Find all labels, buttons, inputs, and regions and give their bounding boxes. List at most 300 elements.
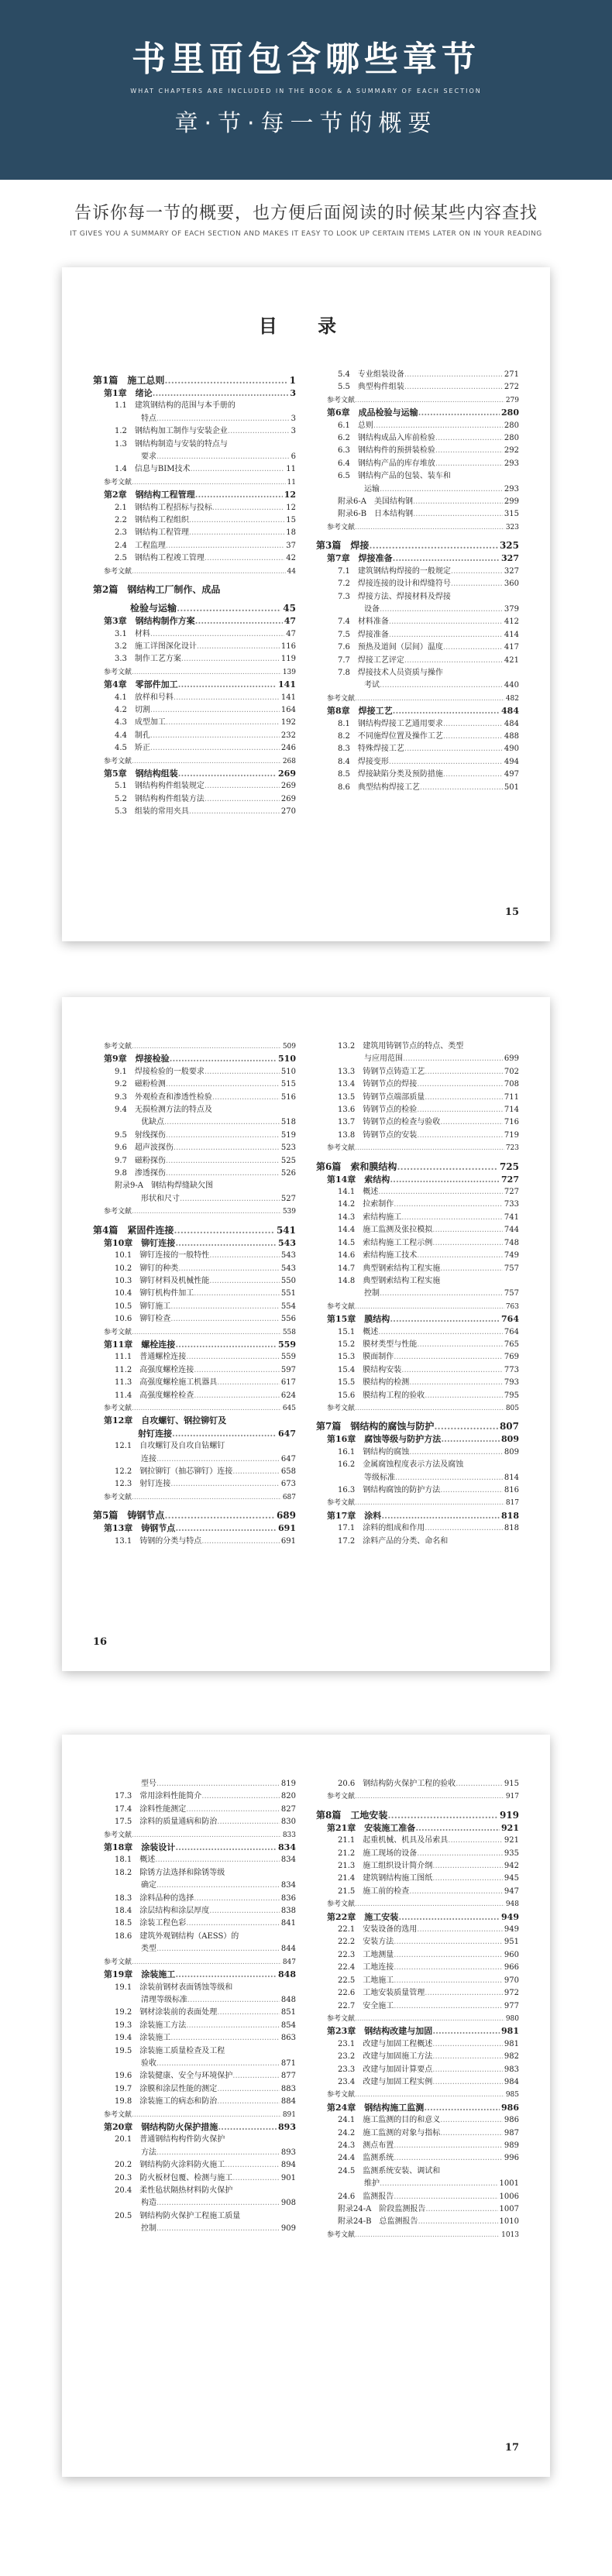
toc-leader-dots — [156, 1453, 280, 1466]
toc-entry-title: 22.3 工地测量 — [338, 1950, 394, 1959]
toc-leader-dots — [156, 413, 290, 425]
toc-entry — [93, 679, 296, 691]
toc-entry-page: 510 — [280, 1067, 296, 1076]
toc-entry — [316, 2229, 519, 2241]
toc-leader-dots — [209, 1250, 280, 1262]
toc-entry — [316, 508, 519, 521]
toc-entry-page: 516 — [280, 1092, 296, 1102]
toc-column-right — [316, 1040, 519, 1548]
toc-entry-title: 第17章 涂料 — [327, 1510, 382, 1521]
toc-entry — [316, 1949, 519, 1962]
toc-leader-dots — [418, 2216, 497, 2228]
toc-entry-page: 280 — [504, 434, 519, 443]
toc-entry-page — [517, 591, 519, 604]
toc-entry-page: 47 — [284, 616, 296, 627]
toc-leader-dots — [174, 1223, 275, 1237]
toc-column-left — [93, 369, 296, 819]
toc-entry-page — [517, 1536, 519, 1548]
toc-entry-title: 9.7 磁粉探伤 — [115, 1156, 166, 1165]
toc-entry-title: 20.1 普通钢结构构件防火保护 — [115, 2135, 225, 2144]
toc-leader-dots — [432, 1873, 503, 1885]
toc-leader-dots — [175, 1522, 277, 1535]
toc-leader-dots — [164, 1508, 275, 1522]
toc-leader-dots — [413, 496, 503, 508]
toc-entry-page: 834 — [280, 1881, 296, 1890]
toc-leader-dots — [186, 1351, 280, 1364]
toc-leader-dots — [355, 1301, 504, 1313]
toc-leader-dots — [212, 502, 284, 514]
toc-entry-title: 运输 — [364, 484, 380, 494]
toc-entry-title: 6.5 钢结构产品的包装、装车和 — [338, 472, 451, 481]
toc-entry-title: 21.2 施工现场的设备 — [338, 1849, 418, 1858]
toc-entry-page — [294, 1867, 296, 1880]
toc-entry-title: 2.3 钢结构工程管理 — [115, 528, 189, 538]
toc-leader-dots — [434, 1419, 498, 1433]
toc-entry — [316, 521, 519, 534]
banner-title-en: WHAT CHAPTERS ARE INCLUDED IN THE BOOK & A SUMMARY OF EACH SECTION — [130, 88, 482, 95]
toc-entry — [316, 2076, 519, 2089]
toc-entry — [93, 704, 296, 717]
toc-entry-page: 270 — [280, 807, 296, 817]
toc-leader-dots — [394, 1975, 503, 1987]
toc-entry-page: 854 — [280, 2021, 296, 2030]
toc-entry — [316, 2025, 519, 2038]
toc-entry-title: 第19章 涂装施工 — [104, 1969, 176, 1980]
toc-entry — [93, 1816, 296, 1828]
toc-leader-dots — [217, 1816, 280, 1828]
toc-entry-page: 417 — [504, 643, 519, 652]
toc-entry — [316, 578, 519, 590]
toc-entry-page: 44 — [287, 567, 296, 576]
toc-entry-title: 第6篇 索和膜结构 — [316, 1161, 397, 1172]
toc-entry — [316, 1390, 519, 1402]
toc-entry — [93, 527, 296, 539]
toc-entry-page: 691 — [278, 1523, 296, 1534]
toc-entry-title: 17.4 涂料性能测定 — [115, 1804, 187, 1814]
toc-entry-title: 要求 — [141, 452, 156, 462]
toc-entry-title: 19.8 涂装施工的病态和防治 — [115, 2097, 218, 2107]
toc-entry-page: 830 — [280, 1818, 296, 1827]
toc-entry-page: 757 — [504, 1264, 519, 1273]
toc-leader-dots — [232, 2185, 294, 2197]
toc-entry-page: 37 — [286, 541, 296, 550]
toc-entry-title: 参考文献 — [327, 2230, 356, 2239]
toc-leader-dots — [443, 731, 503, 743]
toc-entry-title: 8.6 典型结构焊接工艺 — [338, 782, 420, 792]
toc-entry-page: 744 — [504, 1226, 519, 1235]
toc-entry — [316, 2140, 519, 2152]
toc-entry — [316, 1822, 519, 1835]
toc-entry-page: 723 — [505, 1144, 519, 1153]
toc-entry-title: 10.1 铆钉连接的一般特性 — [115, 1251, 210, 1260]
toc-entry-page: 192 — [280, 718, 296, 727]
toc-entry-title: 考试 — [364, 681, 380, 690]
toc-entry-title: 13.5 铸钢节点端部质量 — [338, 1092, 425, 1102]
toc-entry-title: 18.3 涂料品种的选择 — [115, 1893, 194, 1903]
toc-entry-title: 13.1 铸钢的分类与特点 — [115, 1536, 202, 1546]
toc-entry-title: 7.2 焊接连接的设计和焊缝符号 — [338, 580, 451, 589]
toc-entry-title: 5.2 钢结构构件组装方法 — [115, 794, 205, 803]
toc-entry-title: 3.1 材料 — [115, 629, 150, 638]
toc-leader-dots — [217, 2096, 280, 2108]
toc-entry-page: 972 — [504, 1989, 519, 1998]
toc-entry-page: 3 — [291, 414, 296, 423]
toc-entry-page: 515 — [280, 1080, 296, 1089]
toc-leader-dots — [194, 1893, 280, 1905]
toc-entry-page: 989 — [504, 2141, 519, 2150]
toc-entry — [316, 1339, 519, 1351]
toc-entry — [316, 1116, 519, 1129]
toc-entry — [93, 1092, 296, 1104]
toc-entry-title: 20.6 钢结构防火保护工程的验收 — [338, 1780, 456, 1788]
toc-entry-title: 13.4 铸钢节点的焊接 — [338, 1080, 418, 1089]
toc-entry-page: 893 — [278, 2121, 296, 2132]
toc-entry — [93, 2159, 296, 2172]
toc-entry-page: 970 — [504, 1976, 519, 1985]
toc-entry-page — [294, 400, 296, 412]
toc-entry — [316, 1459, 519, 1471]
toc-entry-page: 773 — [504, 1365, 519, 1374]
toc-leader-dots — [195, 489, 283, 501]
toc-leader-dots — [417, 1078, 503, 1091]
toc-entry-title: 24.1 施工监测的目的和意义 — [338, 2116, 441, 2125]
toc-entry-page: 833 — [282, 1831, 296, 1839]
toc-entry — [316, 394, 519, 407]
toc-entry-title: 第11章 螺栓连接 — [104, 1339, 176, 1350]
toc-entry-title: 7.8 焊接技术人员资质与操作 — [338, 668, 443, 677]
toc-entry-page: 6 — [291, 452, 296, 462]
toc-entry — [316, 538, 519, 552]
toc-entry — [93, 1440, 296, 1453]
toc-entry — [316, 655, 519, 667]
toc-entry-page: 1 — [289, 375, 296, 386]
toc-entry-page: 883 — [280, 2084, 296, 2093]
toc-leader-dots — [432, 2051, 503, 2063]
toc-entry — [93, 768, 296, 780]
toc-entry — [93, 1790, 296, 1803]
toc-entry-page: 1013 — [501, 2230, 519, 2239]
toc-entry — [316, 2178, 519, 2190]
toc-entry — [316, 1364, 519, 1377]
toc-entry-title: 第23章 钢结构改建与加固 — [327, 2026, 433, 2037]
toc-entry-title: 第24章 钢结构施工监测 — [327, 2102, 425, 2113]
toc-entry-title: 参考文献 — [104, 1208, 132, 1216]
toc-leader-dots — [209, 1905, 280, 1917]
toc-entry-page: 863 — [280, 2034, 296, 2043]
toc-entry-title: 13.2 建筑用铸钢节点的特点、类型 — [338, 1042, 464, 1051]
toc-entry-title: 20.2 钢结构防火涂料防火施工 — [115, 2161, 225, 2170]
toc-entry-title: 控制 — [364, 1289, 380, 1298]
toc-leader-dots — [175, 1237, 277, 1250]
toc-leader-dots — [394, 1949, 503, 1962]
toc-entry-title: 18.6 建筑外观钢结构（AESS）的 — [115, 1931, 239, 1941]
toc-entry — [93, 742, 296, 755]
toc-entry — [93, 2058, 296, 2070]
toc-entry-title: 方法 — [141, 2148, 156, 2157]
toc-entry — [316, 1142, 519, 1154]
toc-entry-page: 15 — [286, 516, 296, 525]
toc-entry-title: 维护 — [364, 2179, 380, 2189]
toc-leader-dots — [201, 1536, 280, 1548]
toc-entry-page: 139 — [282, 668, 296, 676]
toc-entry — [93, 1364, 296, 1377]
toc-entry — [316, 1092, 519, 1104]
toc-leader-dots — [218, 2121, 277, 2134]
toc-entry-page: 484 — [504, 719, 519, 728]
toc-entry — [316, 1053, 519, 1065]
toc-entry — [316, 1873, 519, 1885]
toc-leader-dots — [355, 521, 504, 534]
toc-entry-title: 17.1 涂料的组成和作用 — [338, 1524, 425, 1533]
toc-entry — [93, 1130, 296, 1142]
toc-entry — [316, 407, 519, 419]
toc-entry — [93, 730, 296, 742]
toc-leader-dots — [355, 1402, 504, 1415]
toc-entry-page: 836 — [280, 1893, 296, 1903]
toc-entry-page: 795 — [504, 1391, 519, 1400]
toc-leader-dots — [190, 463, 284, 476]
toc-entry-title: 连接 — [141, 1454, 156, 1463]
toc-entry-title: 确定 — [141, 1881, 156, 1890]
toc-entry — [93, 1250, 296, 1262]
toc-leader-dots — [201, 1790, 280, 1803]
toc-entry — [316, 705, 519, 717]
toc-entry-title: 与应用范围 — [364, 1054, 403, 1064]
toc-leader-dots — [205, 780, 280, 793]
toc-entry-title: 16.2 金属腐蚀程度表示方法及腐蚀 — [338, 1460, 464, 1470]
toc-entry — [316, 1288, 519, 1300]
toc-entry-title: 14.6 索结构施工技术 — [338, 1251, 418, 1260]
toc-entry-page — [517, 2165, 519, 2178]
toc-entry-page: 617 — [280, 1378, 296, 1388]
toc-entry-page: 556 — [280, 1315, 296, 1324]
toc-entry — [93, 1390, 296, 1402]
toc-entry — [93, 463, 296, 476]
toc-leader-dots — [156, 451, 290, 463]
toc-entry-page: 819 — [280, 1780, 296, 1788]
toc-entry-title: 附录6-B 日本结构钢 — [338, 510, 414, 519]
toc-entry-page: 510 — [278, 1054, 296, 1064]
toc-entry-page: 647 — [278, 1428, 296, 1439]
toc-entry — [316, 2216, 519, 2228]
toc-entry-page: 597 — [280, 1365, 296, 1374]
toc-entry-title: 参考文献 — [327, 523, 356, 531]
toc-entry — [93, 1428, 296, 1440]
toc-entry-page: 708 — [504, 1080, 519, 1089]
toc-entry — [93, 451, 296, 463]
toc-entry — [93, 552, 296, 565]
intro-text-cn: 告诉你每一节的概要，也方便后面阅读的时候某些内容查找 — [74, 204, 538, 223]
toc-entry-page: 921 — [501, 1822, 519, 1833]
toc-entry-page: 917 — [505, 1793, 519, 1801]
toc-leader-dots — [156, 1943, 280, 1955]
toc-page-3 — [62, 1735, 550, 2477]
toc-entry — [316, 2191, 519, 2203]
toc-leader-dots — [417, 1250, 503, 1262]
toc-leader-dots — [409, 1377, 503, 1389]
toc-leader-dots — [389, 629, 503, 641]
toc-entry-title: 17.5 涂料的质量通病和防治 — [115, 1818, 218, 1827]
toc-leader-dots — [175, 1842, 277, 1854]
toc-leader-dots — [394, 2140, 503, 2152]
toc-entry-title: 1.2 钢结构加工制作与安装企业 — [115, 427, 228, 436]
toc-entry-page: 981 — [504, 2039, 519, 2048]
page-number: 16 — [93, 1636, 108, 1648]
toc-leader-dots — [132, 2109, 281, 2121]
toc-entry — [316, 1472, 519, 1484]
toc-leader-dots — [178, 679, 277, 691]
toc-entry-page: 1010 — [499, 2217, 519, 2227]
toc-entry — [93, 1053, 296, 1065]
toc-entry-page: 141 — [278, 679, 296, 690]
toc-entry — [93, 514, 296, 527]
toc-entry-title: 21.5 施工前的检查 — [338, 1886, 410, 1896]
toc-entry-title: 第5章 钢结构组装 — [104, 768, 178, 779]
toc-entry-title: 22.1 安装设备的选用 — [338, 1925, 418, 1935]
toc-entry-page: 1001 — [499, 2179, 519, 2189]
toc-leader-dots — [394, 1351, 503, 1364]
toc-entry-title: 3.2 施工详图深化设计 — [115, 641, 197, 651]
toc-entry-page: 827 — [280, 1804, 296, 1814]
toc-entry-page — [294, 1982, 296, 1994]
toc-leader-dots — [132, 1205, 281, 1218]
toc-entry-title: 等级标准 — [364, 1473, 395, 1482]
toc-leader-dots — [232, 1982, 294, 1994]
toc-entry-title: 参考文献 — [327, 1900, 356, 1909]
toc-entry-title: 第7篇 钢结构的腐蚀与防护 — [316, 1421, 435, 1432]
toc-entry-title: 13.7 铸钢节点的检查与验收 — [338, 1118, 441, 1127]
toc-entry — [93, 1263, 296, 1275]
toc-entry-page: 816 — [504, 1486, 519, 1494]
toc-entry-title: 23.3 改建与加固计算要点 — [338, 2065, 433, 2074]
toc-entry-title: 7.1 建筑钢结构焊接的一般规定 — [338, 566, 451, 576]
toc-entry-title: 参考文献 — [327, 1499, 356, 1508]
toc-leader-dots — [150, 742, 280, 755]
toc-leader-dots — [373, 420, 503, 432]
toc-entry-page: 817 — [505, 1499, 519, 1508]
toc-entry — [316, 743, 519, 755]
toc-leader-dots — [239, 1931, 294, 1943]
toc-entry-page: 271 — [504, 370, 519, 379]
toc-leader-dots — [425, 1390, 503, 1402]
toc-entry-page: 440 — [504, 681, 519, 690]
toc-leader-dots — [394, 1962, 503, 1974]
toc-entry — [93, 502, 296, 514]
toc-entry-page: 748 — [504, 1238, 519, 1247]
toc-leader-dots — [456, 1778, 503, 1790]
toc-leader-dots — [417, 1339, 503, 1351]
toc-leader-dots — [150, 628, 284, 641]
toc-entry — [316, 769, 519, 781]
toc-leader-dots — [463, 1459, 517, 1471]
toc-entry-title: 22.2 安装方法 — [338, 1938, 394, 1947]
toc-entry-page — [294, 1180, 296, 1192]
toc-entry-title: 16.3 钢结构腐蚀的防护方法 — [338, 1486, 441, 1494]
toc-leader-dots — [226, 1415, 294, 1427]
toc-entry-title: 清理等级标准 — [141, 1995, 187, 2004]
toc-entry-title: 8.1 钢结构焊接工艺通用要求 — [338, 719, 443, 728]
toc-entry-page: 891 — [282, 2110, 296, 2119]
toc-entry-title: 第22章 施工安装 — [327, 1911, 399, 1922]
toc-entry-page: 714 — [504, 1106, 519, 1115]
toc-leader-dots — [401, 1364, 503, 1377]
toc-entry-page: 279 — [505, 396, 519, 404]
toc-entry-page: 558 — [282, 1328, 296, 1336]
toc-leader-dots — [441, 1433, 500, 1446]
toc-entry — [93, 1491, 296, 1504]
toc-entry-page: 820 — [280, 1792, 296, 1801]
toc-leader-dots — [180, 1193, 280, 1205]
toc-leader-dots — [451, 566, 503, 578]
toc-entry-page: 518 — [280, 1118, 296, 1127]
toc-entry-title: 5.5 典型构件组装 — [338, 383, 404, 392]
toc-entry-page: 624 — [280, 1391, 296, 1400]
toc-entry-page: 986 — [501, 2102, 519, 2113]
toc-entry-title: 11.3 高强度螺栓施工机器具 — [115, 1378, 218, 1388]
toc-leader-dots — [132, 666, 281, 679]
toc-entry — [316, 591, 519, 604]
toc-entry — [93, 2210, 296, 2223]
toc-entry — [93, 489, 296, 501]
toc-entry-page: 851 — [280, 2008, 296, 2017]
toc-entry-title: 20.3 防火板材包覆、检测与施工 — [115, 2173, 233, 2182]
toc-leader-dots — [440, 2165, 517, 2178]
toc-entry — [93, 2223, 296, 2235]
toc-entry-page: 519 — [280, 1130, 296, 1140]
toc-entry-page: 482 — [505, 694, 519, 703]
toc-leader-dots — [424, 2102, 500, 2114]
toc-entry-title: 20.5 钢结构防火保护工程施工质量 — [115, 2211, 241, 2220]
toc-entry — [93, 1168, 296, 1180]
toc-entry-title: 7.5 焊接准备 — [338, 630, 389, 639]
toc-entry-title: 第18章 涂装设计 — [104, 1842, 176, 1853]
toc-entry-page: 949 — [504, 1925, 519, 1935]
toc-entry — [316, 496, 519, 508]
toc-entry-page: 645 — [282, 1404, 296, 1412]
toc-entry-title: 参考文献 — [104, 1958, 132, 1966]
toc-entry — [316, 369, 519, 381]
toc-entry-title: 12.1 自攻螺钉及自攻自钻螺钉 — [115, 1442, 225, 1451]
toc-entry — [316, 566, 519, 578]
toc-entry — [316, 1497, 519, 1509]
toc-page-2 — [62, 997, 550, 1671]
toc-entry — [93, 1943, 296, 1955]
toc-entry-title: 第5篇 铸钢节点 — [93, 1510, 165, 1522]
toc-entry-title: 10.5 铆钉施工 — [115, 1302, 171, 1311]
toc-leader-dots — [389, 756, 503, 769]
toc-entry — [316, 641, 519, 654]
toc-entry — [93, 1142, 296, 1154]
toc-entry-page: 551 — [280, 1289, 296, 1298]
toc-entry-page: 543 — [280, 1264, 296, 1273]
toc-leader-dots — [393, 552, 500, 565]
toc-entry — [316, 1078, 519, 1091]
toc-leader-dots — [186, 1804, 280, 1816]
toc-entry — [316, 1224, 519, 1236]
toc-entry-title: 15.4 膜结构安装 — [338, 1365, 402, 1374]
toc-leader-dots — [403, 1053, 503, 1065]
toc-leader-dots — [232, 2070, 280, 2082]
toc-entry-title: 验收 — [141, 2058, 156, 2068]
toc-leader-dots — [415, 1822, 500, 1835]
toc-entry-title: 7.7 焊接工艺评定 — [338, 655, 404, 665]
toc-entry — [93, 717, 296, 729]
toc-leader-dots — [389, 616, 503, 628]
toc-entry-title: 2.5 钢结构工程竣工管理 — [115, 554, 205, 563]
toc-entry — [93, 1854, 296, 1866]
toc-leader-dots — [156, 2223, 280, 2235]
toc-entry — [316, 2127, 519, 2140]
